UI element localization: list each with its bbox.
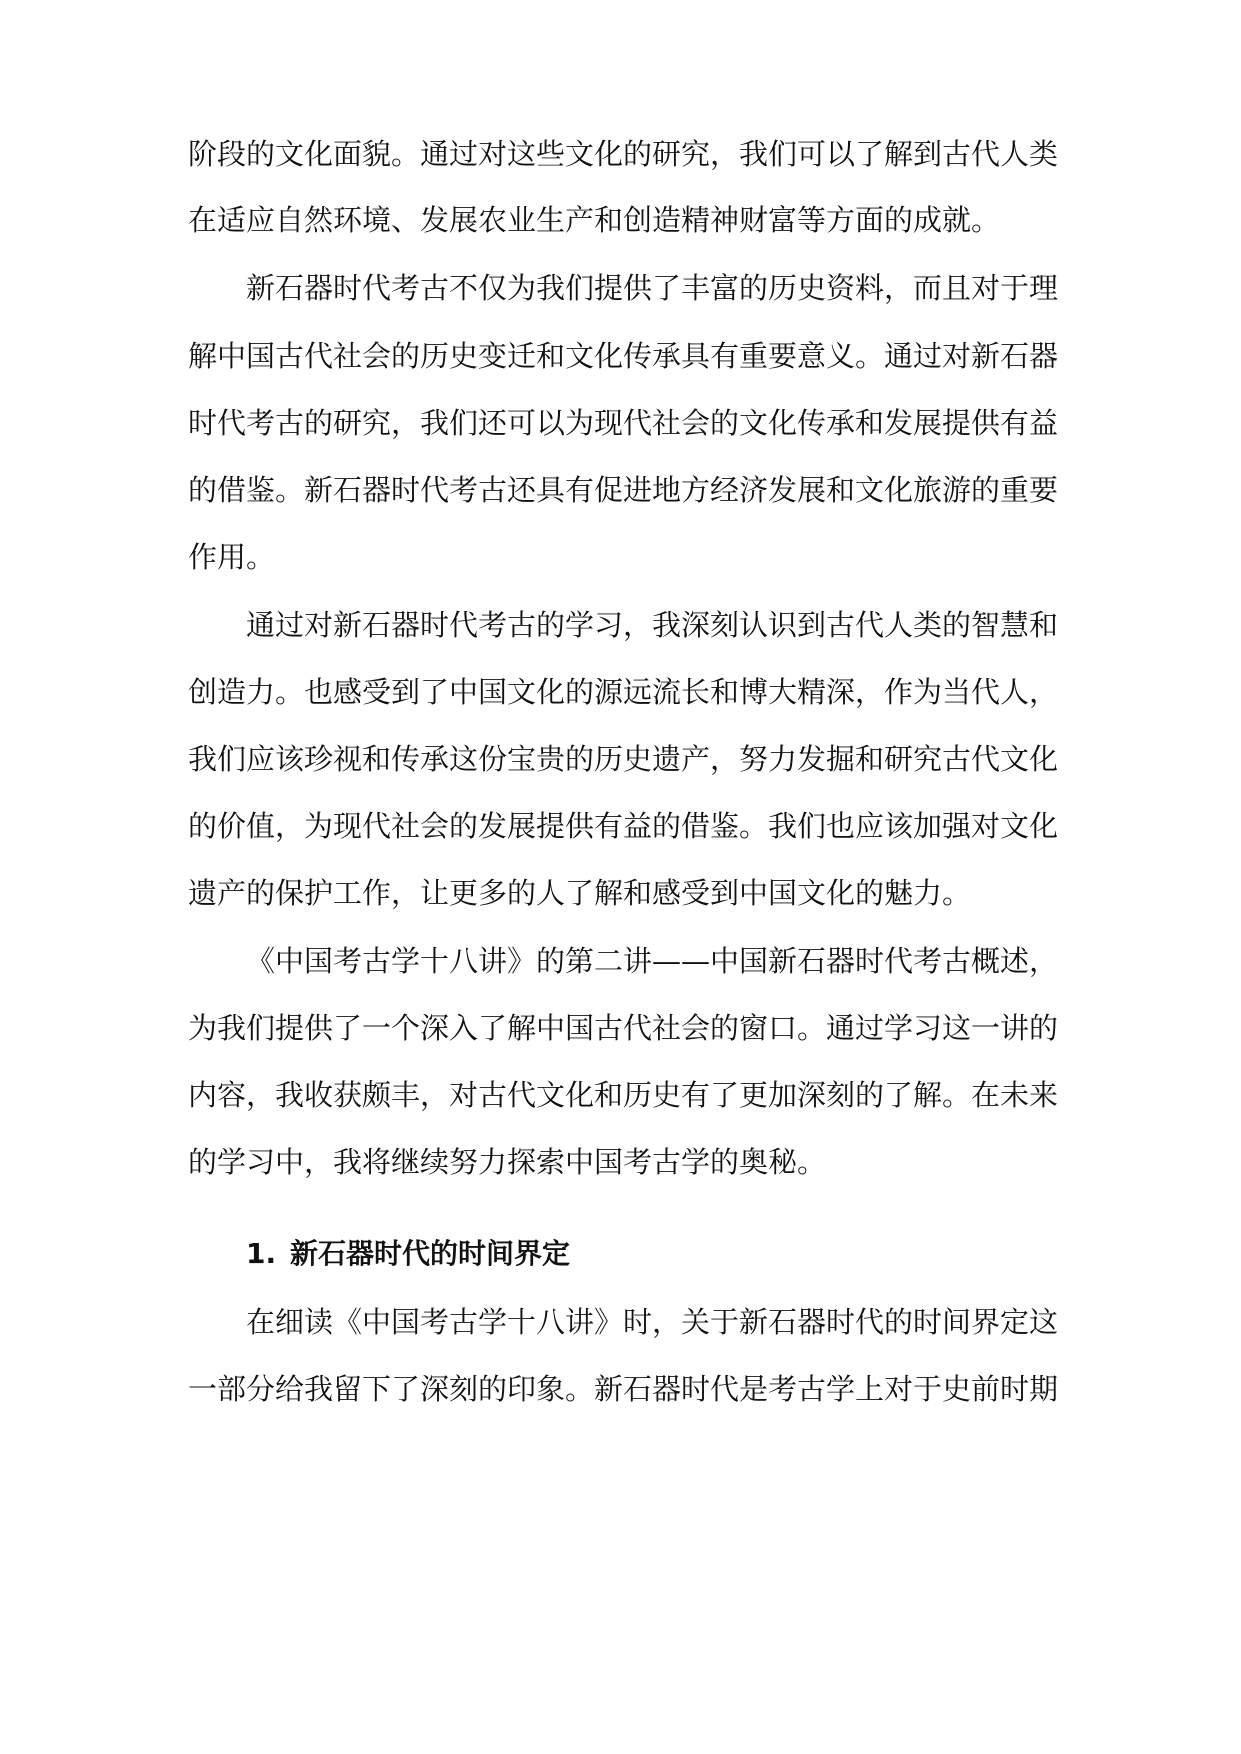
paragraph-line: 遗产的保护工作，让更多的人了解和感受到中国文化的魅力。 [188,876,972,910]
paragraph-line: 在适应自然环境、发展农业生产和创造精神财富等方面的成就。 [188,203,1001,237]
paragraph-line: 《中国考古学十八讲》的第二讲——中国新石器时代考古概述， [246,944,1059,978]
paragraph-line: 的价值，为现代社会的发展提供有益的借鉴。我们也应该加强对文化 [188,809,1059,843]
paragraph-line: 一部分给我留下了深刻的印象。新石器时代是考古学上对于史前时期 [188,1372,1059,1406]
section-heading [246,1234,570,1274]
paragraph-line: 时代考古的研究，我们还可以为现代社会的文化传承和发展提供有益 [188,406,1059,440]
paragraph-line: 在细读《中国考古学十八讲》时，关于新石器时代的时间界定这 [246,1305,1059,1339]
paragraph-line: 内容，我收获颇丰，对古代文化和历史有了更加深刻的了解。在未来 [188,1078,1059,1112]
paragraph-line: 作用。 [188,540,276,574]
paragraph-line: 新石器时代考古不仅为我们提供了丰富的历史资料，而且对于理 [246,271,1059,305]
paragraph-line: 创造力。也感受到了中国文化的源远流长和博大精深，作为当代人， [188,675,1059,709]
paragraph-line: 解中国古代社会的历史变迁和文化传承具有重要意义。通过对新石器 [188,339,1059,373]
section-title: 新石器时代的时间界定 [290,1237,571,1270]
paragraph-line: 为我们提供了一个深入了解中国古代社会的窗口。通过学习这一讲的 [188,1011,1059,1045]
paragraph-line: 阶段的文化面貌。通过对这些文化的研究，我们可以了解到古代人类 [188,137,1059,171]
paragraph-line: 的学习中，我将继续努力探索中国考古学的奥秘。 [188,1145,827,1179]
paragraph-line: 通过对新石器时代考古的学习，我深刻认识到古代人类的智慧和 [246,608,1059,642]
section-number: 1. [246,1237,277,1270]
paragraph-line: 的借鉴。新石器时代考古还具有促进地方经济发展和文化旅游的重要 [188,473,1059,507]
paragraph-line: 我们应该珍视和传承这份宝贵的历史遗产，努力发掘和研究古代文化 [188,742,1059,776]
